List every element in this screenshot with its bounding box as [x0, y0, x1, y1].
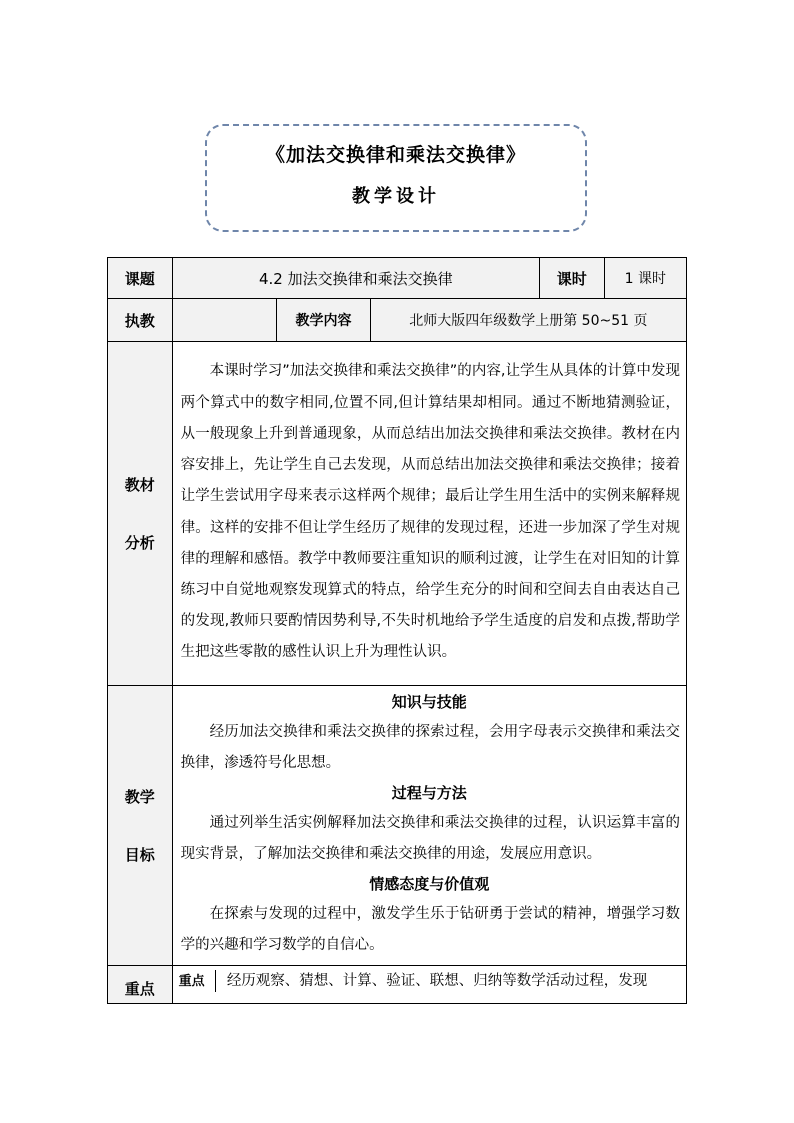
- topic-value: 4.2 加法交换律和乘法交换律: [172, 258, 539, 299]
- row-key-points: [108, 966, 687, 1004]
- goal-heading-attitude: 情感态度与价值观: [369, 875, 490, 893]
- row-teacher: [108, 299, 687, 342]
- key-points-content: [172, 966, 686, 1004]
- analysis-label-line1: 教材: [124, 475, 155, 494]
- period-label: 课时: [539, 258, 604, 299]
- key-points-divider: [215, 970, 216, 992]
- key-points-label: 重点: [108, 966, 173, 1004]
- goal-heading-process: 过程与方法: [391, 784, 467, 802]
- analysis-label-line2: 分析: [124, 533, 155, 552]
- goals-content: [172, 686, 686, 966]
- topic-label: 课题: [108, 258, 173, 299]
- goals-label: [108, 686, 173, 966]
- goal-text-attitude: 在探索与发现的过程中，激发学生乐于钻研勇于尝试的精神，增强学习数学的兴趣和学习数学的自信心。: [180, 906, 680, 953]
- goals-label-line2: 目标: [124, 845, 155, 864]
- title-box: [205, 124, 587, 232]
- teacher-value: [172, 299, 277, 342]
- analysis-text: 本课时学习”加法交换律和乘法交换律”的内容,让学生从具体的计算中发现两个算式中的数字相同,位置不同,但计算结果却相同。通过不断地猜测验证，从一般现象上升到普通现象，从而总结出加法交换律和乘法交换律。教材在内容安排上，先让学生自己去发现，从而总结出加法交换律和乘法交换律；接着让学生尝试用字母来表示这样两个规律；最后让学生用生活中的实例来解释规律。这样的安排不但让学生经历了规律的发现过程，还进一步加深了学生对规律的理解和感悟。教学中教师要注重知识的顺利过渡，让学生在对旧知的计算练习中自觉地观察发现算式的特点，给学生充分的时间和空间去自由表达自己的发现,教师只要酌情因势利导,不失时机地给予学生适度的启发和点拨,帮助学生把这些零散的感性认识上升为理性认识。: [180, 363, 680, 661]
- goal-text-knowledge: 经历加法交换律和乘法交换律的探索过程，会用字母表示交换律和乘法交换律，渗透符号化思想。: [180, 724, 680, 771]
- row-goals: [108, 686, 687, 966]
- row-analysis: [108, 342, 687, 686]
- row-topic: [108, 258, 687, 299]
- key-points-tag: 重点: [178, 974, 205, 989]
- goal-text-process: 通过列举生活实例解释加法交换律和乘法交换律的过程，认识运算丰富的现实背景，了解加法交换律和乘法交换律的用途，发展应用意识。: [180, 815, 680, 862]
- period-value: 1 课时: [604, 258, 686, 299]
- analysis-label: [108, 342, 173, 686]
- teacher-label: 执教: [108, 299, 173, 342]
- lesson-plan-table: [107, 257, 687, 1004]
- content-label: 教学内容: [277, 299, 371, 342]
- goals-label-line1: 教学: [124, 787, 155, 806]
- analysis-content: [172, 342, 686, 686]
- content-value: 北师大版四年级数学上册第 50~51 页: [370, 299, 686, 342]
- document-title: 《加法交换律和乘法交换律》: [265, 144, 526, 166]
- document-subtitle: 教学设计: [352, 186, 440, 207]
- key-points-text: 经历观察、猜想、计算、验证、联想、归纳等数学活动过程，发现: [226, 973, 648, 989]
- goal-heading-knowledge: 知识与技能: [391, 693, 467, 711]
